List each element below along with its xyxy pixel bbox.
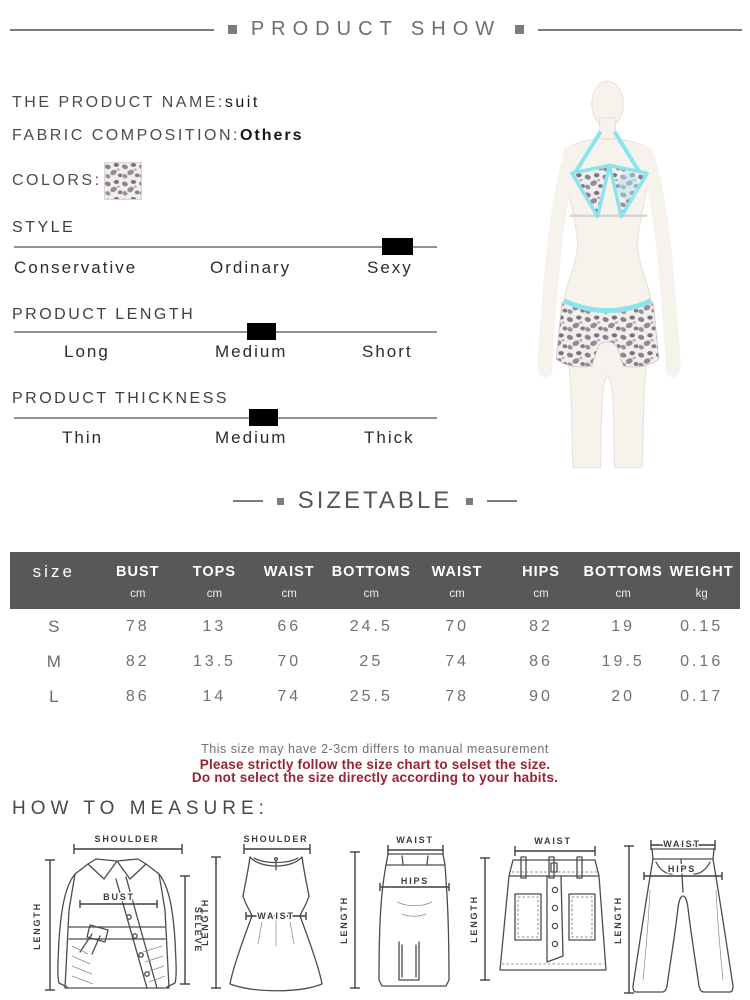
dress-shoulder-label: SHOULDER [243, 834, 309, 844]
color-swatch-leopard [104, 162, 142, 200]
cell-value: 70 [277, 653, 302, 670]
cell-value: 13 [202, 618, 227, 635]
divider-line [487, 500, 517, 502]
cell-value: 78 [445, 688, 469, 705]
square-bullet-icon [466, 498, 473, 505]
fabric-value: Others [239, 127, 304, 144]
size-table [10, 552, 740, 714]
unit-weight: kg [663, 584, 740, 609]
skirt-folds [397, 902, 432, 916]
square-bullet-icon [228, 25, 237, 34]
pants-creases [643, 890, 723, 980]
size-note-gray: This size may have 2-3cm differs to manual measurement [201, 742, 549, 756]
product-photo-mannequin [478, 84, 740, 470]
table-row-l [10, 679, 740, 714]
cell-size: M [46, 652, 61, 671]
square-bullet-icon [515, 25, 524, 34]
col-bottoms: BOTTOMS [328, 552, 416, 584]
product-name-label: THE PRODUCT NAME: [12, 94, 225, 111]
jacket-drawing [58, 859, 176, 988]
length-label: PRODUCT LENGTH [12, 306, 196, 323]
cell-value: 74 [445, 653, 469, 670]
miniskirt-drawing [500, 857, 606, 970]
square-bullet-icon [277, 498, 284, 505]
miniskirt-length-label: LENGTH [469, 895, 479, 943]
cell-value: 19.5 [601, 653, 645, 670]
cell-value: 86 [125, 688, 150, 705]
thickness-option-thick: Thick [364, 428, 415, 447]
divider-line [10, 29, 214, 31]
cell-value: 70 [445, 618, 469, 635]
col-weight: WEIGHT [663, 552, 740, 584]
product-show-header [10, 18, 742, 41]
measure-diagram-pants [613, 830, 748, 998]
cell-value: 0.15 [680, 618, 724, 635]
style-option-ordinary: Ordinary [210, 258, 292, 277]
cell-value: 82 [125, 653, 150, 670]
thickness-label: PRODUCT THICKNESS [12, 390, 230, 407]
col-tops: TOPS [178, 552, 251, 584]
unit-bottoms-2: cm [583, 584, 663, 609]
col-waist: WAIST [251, 552, 328, 584]
cell-value: 13.5 [192, 653, 236, 670]
thickness-selected-marker [249, 409, 278, 426]
waist-measure-line [515, 846, 595, 856]
cell-value: 20 [611, 688, 636, 705]
unit-hips: cm [499, 584, 583, 609]
table-row-m [10, 644, 740, 679]
cell-size: L [49, 687, 59, 706]
col-size: size [10, 552, 98, 584]
measure-diagram-miniskirt [463, 830, 621, 998]
unit-waist: cm [251, 584, 328, 609]
cell-value: 90 [529, 688, 553, 705]
cell-value: 86 [529, 653, 553, 670]
skirt-hips-label: HIPS [400, 876, 430, 886]
table-units-row [10, 584, 740, 609]
miniskirt-stitching [502, 872, 604, 964]
skirt-length-label: LENGTH [339, 896, 349, 944]
shoulder-measure-line [74, 844, 182, 854]
product-name-row [12, 94, 260, 112]
size-note-red-1: Please strictly follow the size chart to selset the size. [199, 757, 551, 772]
length-scale-line [14, 331, 437, 333]
measure-diagram-skirt [339, 830, 467, 998]
jacket-sleeve-label: SELEVE [193, 906, 203, 954]
fabric-row [12, 127, 304, 145]
pants-hips-label: HIPS [667, 864, 697, 874]
page-title: PRODUCT SHOW [250, 18, 502, 40]
table-row-s [10, 609, 740, 644]
style-label: STYLE [12, 219, 76, 236]
sizetable-header [0, 487, 750, 515]
length-option-medium: Medium [215, 342, 288, 361]
cell-value: 19 [611, 618, 636, 635]
length-option-long: Long [64, 342, 110, 361]
style-option-sexy: Sexy [367, 258, 413, 277]
sleeve-measure-line [180, 876, 190, 984]
dress-length-label: LENGTH [200, 898, 210, 946]
cell-value: 25.5 [349, 688, 393, 705]
fabric-label: FABRIC COMPOSITION: [12, 127, 240, 144]
cup-highlight [617, 172, 639, 200]
cell-value: 74 [277, 688, 302, 705]
jacket-bust-label: BUST [103, 892, 135, 902]
col-bust: BUST [98, 552, 178, 584]
length-option-short: Short [362, 342, 413, 361]
unit-size [10, 584, 98, 609]
thickness-option-thin: Thin [62, 428, 104, 447]
length-measure-line [350, 852, 360, 988]
pants-waist-label: WAIST [663, 839, 701, 849]
colors-row [12, 172, 102, 190]
length-selected-marker [247, 323, 276, 340]
style-selected-marker [382, 238, 413, 255]
divider-line [538, 29, 742, 31]
dress-folds [258, 920, 294, 946]
col-hips: HIPS [499, 552, 583, 584]
unit-bottoms: cm [328, 584, 416, 609]
how-to-measure-title: HOW TO MEASURE: [12, 798, 269, 819]
cell-value: 0.17 [680, 688, 724, 705]
cell-value: 66 [277, 618, 302, 635]
unit-waist-2: cm [415, 584, 499, 609]
col-bottoms-2: BOTTOMS [583, 552, 663, 584]
unit-tops: cm [178, 584, 251, 609]
skirt-waist-label: WAIST [396, 835, 434, 845]
cell-value: 25 [359, 653, 384, 670]
colors-label: COLORS: [12, 172, 102, 189]
cell-value: 14 [202, 688, 227, 705]
length-measure-line [211, 857, 221, 988]
size-note-red-2: Do not select the size directly according to your habits. [191, 770, 559, 785]
style-scale-line [14, 246, 437, 248]
unit-bust: cm [98, 584, 178, 609]
dress-waist-label: WAIST [257, 911, 295, 921]
cell-size: S [48, 617, 60, 636]
length-measure-line [45, 860, 55, 990]
style-option-conservative: Conservative [14, 258, 138, 277]
cell-value: 78 [125, 618, 150, 635]
cell-value: 24.5 [349, 618, 393, 635]
length-measure-line [624, 846, 634, 993]
skirt-drawing [379, 854, 449, 986]
product-name-value: suit [224, 94, 260, 111]
jacket-length-label: LENGTH [32, 902, 42, 950]
jacket-shoulder-label: SHOULDER [94, 834, 160, 844]
length-measure-line [480, 858, 490, 980]
sizetable-title: SIZETABLE [297, 487, 453, 514]
miniskirt-waist-label: WAIST [534, 836, 572, 846]
thickness-option-medium: Medium [215, 428, 288, 447]
divider-line [233, 500, 263, 502]
table-header-row [10, 552, 740, 584]
measure-diagram-jacket [30, 830, 210, 998]
thickness-scale-line [14, 417, 437, 419]
shoulder-measure-line [244, 844, 310, 854]
pants-length-label: LENGTH [613, 896, 623, 944]
mannequin-neck [600, 118, 616, 142]
cell-value: 82 [529, 618, 553, 635]
col-waist-2: WAIST [415, 552, 499, 584]
measure-diagram-dress [202, 830, 342, 998]
cell-value: 0.16 [680, 653, 724, 670]
